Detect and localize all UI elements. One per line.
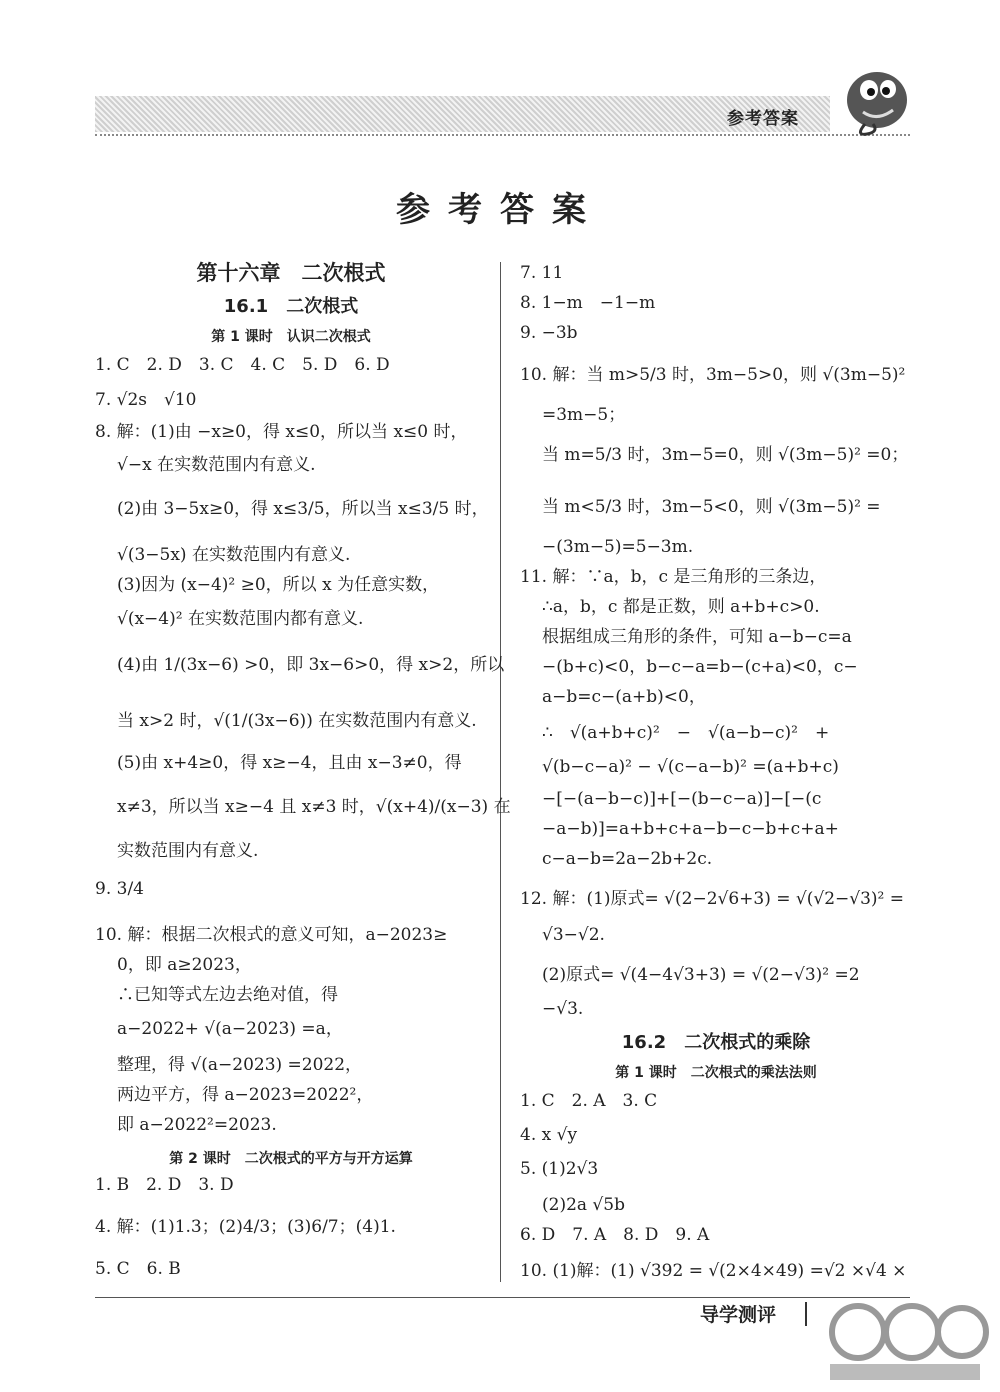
answer-line: (4)由 1/(3x−6) >0，即 3x−6>0，得 x>2，所以: [117, 655, 505, 675]
answer-line: 第 1 课时 认识二次根式: [211, 329, 371, 345]
answer-line: 4. 解：(1)1.3；(2)4/3；(3)6/7；(4)1.: [95, 1217, 396, 1237]
answer-line: 8. 解：(1)由 −x≥0，得 x≤0，所以当 x≤0 时，: [95, 422, 468, 442]
answer-line: −(3m−5)=5−3m.: [542, 537, 694, 557]
answer-line: (2)由 3−5x≥0，得 x≤3/5，所以当 x≤3/5 时，: [117, 499, 489, 519]
answer-line: =3m−5；: [542, 405, 626, 425]
answer-line: −[−(a−b−c)]+[−(b−c−a)]−[−(c: [542, 789, 822, 809]
answer-line: 16.2 二次根式的乘除: [621, 1032, 811, 1053]
answer-line: 1. C 2. D 3. C 4. C 5. D 6. D: [95, 355, 390, 375]
answer-line: √3−√2.: [542, 925, 605, 945]
answer-line: −√3.: [542, 999, 584, 1019]
answer-line: (2)原式= √(4−4√3+3) = √(2−√3)² =2: [542, 965, 860, 985]
answer-line: 当 m=5/3 时，3m−5=0，则 √(3m−5)² =0；: [542, 445, 909, 465]
answer-line: 10. 解：根据二次根式的意义可知，a−2023≥: [95, 925, 448, 945]
answer-line: c−a−b=2a−2b+2c.: [542, 849, 713, 869]
answer-line: 1. B 2. D 3. D: [95, 1175, 234, 1195]
answer-line: x≠3，所以当 x≥−4 且 x≠3 时，√(x+4)/(x−3) 在: [117, 797, 511, 817]
answer-line: 16.1 二次根式: [223, 296, 359, 317]
answer-line: 当 m<5/3 时，3m−5<0，则 √(3m−5)² =: [542, 497, 881, 517]
answer-line: 5. C 6. B: [95, 1259, 181, 1279]
header-dotted-line: [95, 134, 910, 136]
column-divider: [500, 262, 501, 1282]
answer-line: ∴已知等式左边去绝对值，得: [117, 985, 338, 1005]
answer-line: −a−b)]=a+b+c+a−b−c−b+c+a+: [542, 819, 839, 839]
answer-line: 7. 11: [520, 263, 564, 283]
header-label: 参考答案: [727, 109, 799, 129]
page-title: 参考答案: [396, 190, 604, 230]
answer-line: −(b+c)<0，b−c−a=b−(c+a)<0，c−: [542, 657, 858, 677]
answer-line: 根据组成三角形的条件，可知 a−b−c=a: [542, 627, 852, 647]
answer-line: 5. (1)2√3: [520, 1159, 599, 1179]
answer-line: 当 x>2 时，√(1/(3x−6)) 在实数范围内有意义.: [117, 711, 477, 731]
answer-line: a−b=c−(a+b)<0，: [542, 687, 706, 707]
answer-line: 第 1 课时 二次根式的乘法法则: [615, 1065, 817, 1081]
answer-line: 9. 3/4: [95, 879, 144, 899]
footer-label: 导学测评: [700, 1304, 777, 1326]
answer-line: 8. 1−m −1−m: [520, 293, 656, 313]
answer-line: 6. D 7. A 8. D 9. A: [520, 1225, 710, 1245]
answer-line: 12. 解：(1)原式= √(2−2√6+3) = √(√2−√3)² =: [520, 889, 905, 909]
answer-line: √(x−4)² 在实数范围内都有意义.: [117, 609, 364, 629]
footer-separator: [805, 1302, 807, 1326]
answer-line: 整理，得 √(a−2023) =2022，: [117, 1055, 363, 1075]
answer-line: 即 a−2022²=2023.: [117, 1115, 277, 1135]
answer-line: 实数范围内有意义.: [117, 841, 259, 861]
answer-line: ∴ √(a+b+c)² − √(a−b−c)² +: [542, 723, 830, 743]
answer-line: (3)因为 (x−4)² ≥0，所以 x 为任意实数，: [117, 575, 440, 595]
answer-line: ∴a，b，c 都是正数，则 a+b+c>0.: [542, 597, 820, 617]
answer-line: 9. −3b: [520, 323, 578, 343]
answer-line: 第 2 课时 二次根式的平方与开方运算: [169, 1151, 413, 1167]
answer-line: 10. 解：当 m>5/3 时，3m−5>0，则 √(3m−5)²: [520, 365, 906, 385]
answer-line: √(b−c−a)² − √(c−a−b)² =(a+b+c): [542, 757, 839, 777]
answer-line: 1. C 2. A 3. C: [520, 1091, 658, 1111]
answer-line: 4. x √y: [520, 1125, 578, 1145]
watermark-logo-icon: [820, 1298, 990, 1386]
answer-line: 第十六章 二次根式: [196, 261, 386, 285]
answer-line: 7. √2s √10: [95, 390, 197, 410]
answer-line: √−x 在实数范围内有意义.: [117, 455, 316, 475]
answer-line: a−2022+ √(a−2023) =a，: [117, 1019, 343, 1039]
answer-line: 10. (1)解：(1) √392 = √(2×4×49) =√2 ×√4 ×: [520, 1261, 907, 1281]
answer-line: (2)2a √5b: [542, 1195, 625, 1215]
header-band: [95, 96, 830, 132]
answer-line: 两边平方，得 a−2023=2022²，: [117, 1085, 374, 1105]
answer-line: (5)由 x+4≥0，得 x≥−4，且由 x−3≠0，得: [117, 753, 462, 773]
answer-line: √(3−5x) 在实数范围内有意义.: [117, 545, 351, 565]
answer-line: 0，即 a≥2023，: [117, 955, 252, 975]
footer-rule: [95, 1297, 910, 1298]
answer-line: 11. 解：∵a，b，c 是三角形的三条边，: [520, 567, 827, 587]
mascot-icon: [835, 62, 915, 140]
